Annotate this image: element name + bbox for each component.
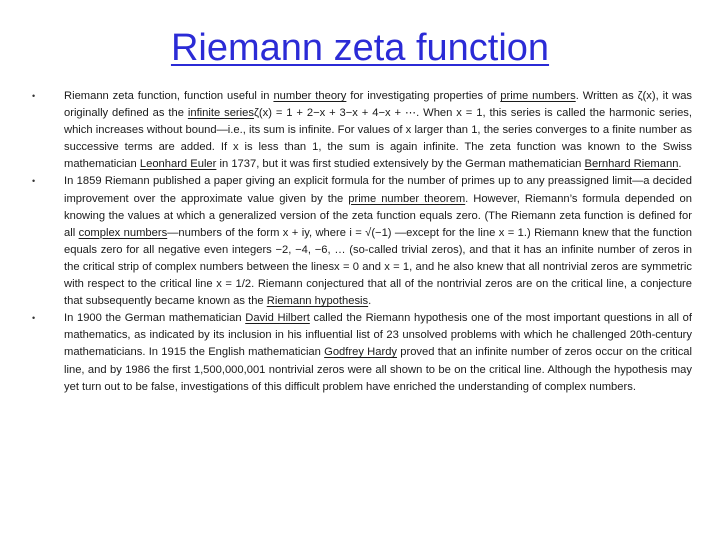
- link-riemann-hypothesis[interactable]: Riemann hypothesis: [266, 295, 369, 308]
- bullet-item-1859-paper: [32, 173, 692, 310]
- link-bernhard-riemann[interactable]: Bernhard Riemann: [584, 158, 679, 171]
- bullet-list: [32, 88, 692, 396]
- text: in 1737, but it was first studied extensively by the German mathematician: [216, 158, 585, 171]
- text: .: [678, 158, 682, 171]
- bullet-marker: •: [32, 176, 36, 187]
- link-david-hilbert[interactable]: David Hilbert: [245, 312, 310, 325]
- text: . Written as ζ(x), it was originally defined as the: [64, 90, 693, 120]
- link-number-theory[interactable]: number theory: [273, 90, 347, 102]
- link-prime-numbers[interactable]: prime numbers: [500, 90, 576, 102]
- text: In 1859 Riemann published a paper giving an explicit formula for the number of primes up to any preassigned limit—a decided improvement over the approximate value given by the: [64, 175, 692, 205]
- text: Riemann zeta function, function useful in: [64, 90, 274, 102]
- text: called the Riemann hypothesis one of the most important questions in all of mathematics, as indicated by its inclusion in his influential list of 23 unsolved problems with which he challenged 20th-century mathematicians. In 1915 the English mathematician: [64, 312, 692, 359]
- bullet-marker: •: [32, 313, 36, 324]
- text: In 1900 the German mathematician: [64, 312, 246, 325]
- slide-title: Riemann zeta function: [170, 27, 550, 69]
- bullet-item-definition: [32, 88, 692, 173]
- bullet-item-hilbert: [32, 310, 692, 395]
- bullet-marker: •: [32, 91, 36, 101]
- text: .: [368, 295, 372, 308]
- text: —numbers of the form x + iy, where i = √(−1) —except for the line x = 1.) Riemann knew that the function equals zero for all negative even integers −2, −4, −6, … (so-called trivial zeros), and that it has an infinite number of zeros in the critical strip of complex numbers between the linesx = 0 and x = 1, and he also knew that all nontrivial zeros are symmetric with respect to the critical line x = 1/2. Riemann conjectured that all of the nontrivial zeros are on the critical line, a conjecture that subsequently became known as the: [64, 226, 693, 308]
- text: . However, Riemann’s formula depended on knowing the values at which a generalized version of the zeta function equals zero. (The Riemann zeta function is defined for all: [64, 192, 692, 239]
- link-complex-numbers[interactable]: complex numbers: [78, 226, 168, 239]
- text: proved that an infinite number of zeros occur on the critical line, and by 1986 the first 1,500,000,001 nontrivial zeros were all shown to be on the critical line. Although the hypothesis may yet turn out to be false, investigations of this difficult problem have enriched the understanding of complex numbers.: [64, 346, 692, 393]
- link-godfrey-hardy[interactable]: Godfrey Hardy: [324, 346, 398, 359]
- link-prime-number-theorem[interactable]: prime number theorem: [348, 192, 466, 205]
- link-leonhard-euler[interactable]: Leonhard Euler: [139, 158, 217, 171]
- text: ζ(x) = 1 + 2−x + 3−x + 4−x + ⋯. When x = 1, this series is called the harmonic series, which increases without bound—i.e., its sum is infinite. For values of x larger than 1, the series converges to a finite number as successive terms are added. If x is less than 1, the sum is again infinite. The zeta function was known to the Swiss mathematician: [64, 107, 692, 171]
- link-infinite-series[interactable]: infinite series: [187, 107, 254, 120]
- text: for investigating properties of: [346, 90, 501, 102]
